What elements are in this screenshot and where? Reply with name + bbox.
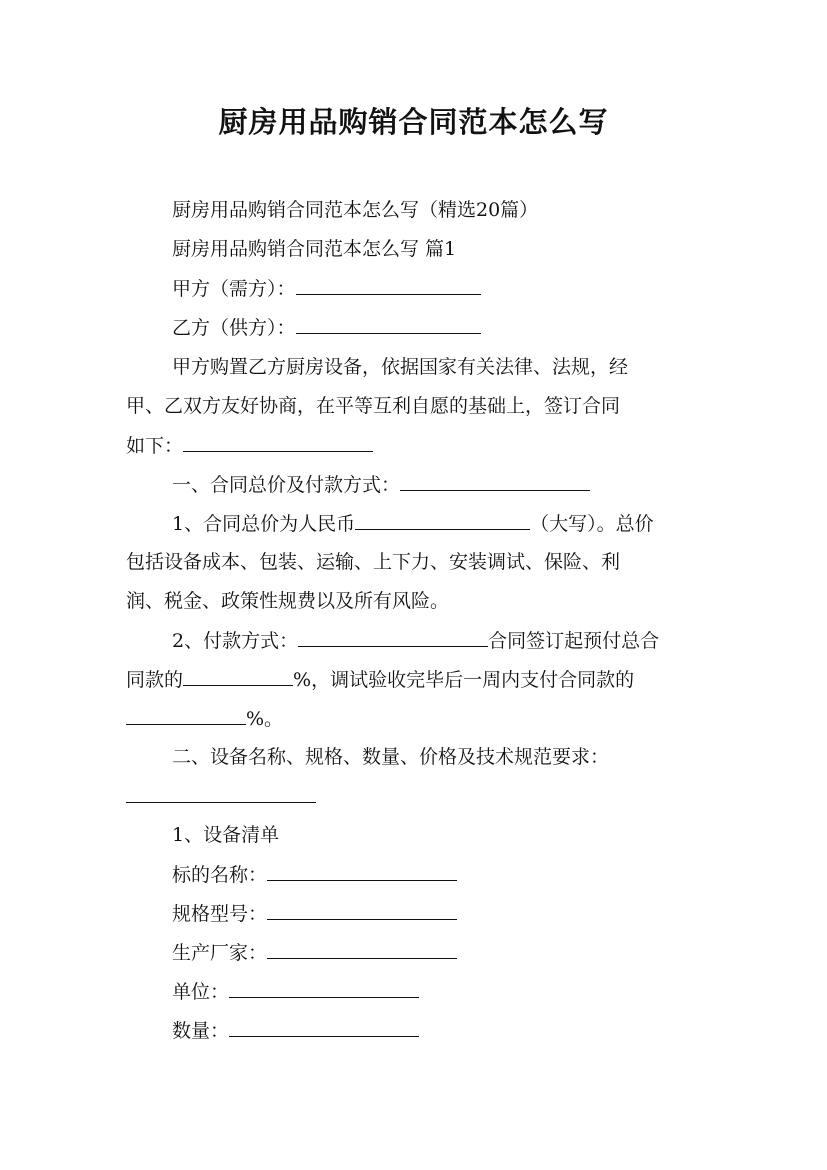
party-a-label: 甲方（需方）：: [172, 278, 296, 300]
sec1-para2-line1: [172, 628, 659, 653]
intro-line-2: 甲、乙双方友好协商，在平等互利自愿的基础上，签订合同: [126, 395, 621, 417]
field-qty-label: 数量：: [172, 1020, 230, 1042]
document-title: 厨房用品购销合同范本怎么写: [218, 105, 609, 139]
sec1-para2-text-b: 合同签订起预付总合: [488, 630, 660, 652]
party-b-line: [172, 315, 481, 340]
sec1-para1-line3: 润、税金、政策性规费以及所有风险。: [126, 590, 450, 612]
sec1-para2-text-2b: %，调试验收完毕后一周内支付合同款的: [293, 669, 635, 691]
sec1-para1-text-b: （大写）。总价: [530, 513, 654, 535]
field-unit-label: 单位：: [172, 981, 230, 1003]
section-1-blank: [400, 472, 590, 491]
sec1-para2-line3: [126, 706, 283, 731]
field-unit-blank: [229, 979, 419, 998]
subtitle: 厨房用品购销合同范本怎么写（精选20篇）: [172, 199, 539, 221]
prepay-percent-blank: [183, 667, 293, 686]
total-price-blank: [355, 511, 530, 530]
party-a-line: [172, 276, 481, 301]
section-2-blank-line: [126, 784, 316, 809]
field-qty-line: [172, 1018, 419, 1043]
sec1-para2-text-a: 2、付款方式：: [172, 630, 299, 652]
field-name-blank: [267, 862, 457, 881]
field-model-blank: [267, 901, 457, 920]
field-maker-line: [172, 940, 457, 965]
sec1-para2-line2: [126, 667, 634, 692]
intro-line-3: [126, 433, 373, 458]
field-maker-blank: [267, 940, 457, 959]
intro-line-1: 甲方购置乙方厨房设备，依据国家有关法律、法规，经: [172, 356, 629, 378]
intro-line-3-text: 如下：: [126, 435, 184, 457]
field-name-line: [172, 862, 457, 887]
article-heading: 厨房用品购销合同范本怎么写 篇1: [172, 238, 457, 260]
payment-method-blank: [298, 628, 488, 647]
sec1-para2-text-2a: 同款的: [126, 669, 184, 691]
party-b-label: 乙方（供方）：: [172, 317, 296, 339]
section-2-heading: 二、设备名称、规格、数量、价格及技术规范要求：: [172, 746, 610, 768]
field-name-label: 标的名称：: [172, 864, 268, 886]
party-a-blank: [296, 276, 481, 295]
final-percent-blank: [126, 706, 246, 725]
section-2-blank: [126, 784, 316, 803]
sec1-para2-text-3: %。: [246, 708, 284, 730]
equipment-list-heading: 1、设备清单: [172, 824, 280, 846]
field-qty-blank: [229, 1018, 419, 1037]
party-b-blank: [296, 315, 481, 334]
field-unit-line: [172, 979, 419, 1004]
section-1-heading-text: 一、合同总价及付款方式：: [172, 474, 401, 496]
sec1-para1-line2: 包括设备成本、包装、运输、上下力、安装调试、保险、利: [126, 551, 621, 573]
intro-blank: [183, 433, 373, 452]
sec1-para1-line1: [172, 511, 654, 536]
sec1-para1-text-a: 1、合同总价为人民币: [172, 513, 356, 535]
field-model-line: [172, 901, 457, 926]
section-1-heading: [172, 472, 590, 497]
field-model-label: 规格型号：: [172, 903, 268, 925]
field-maker-label: 生产厂家：: [172, 942, 268, 964]
